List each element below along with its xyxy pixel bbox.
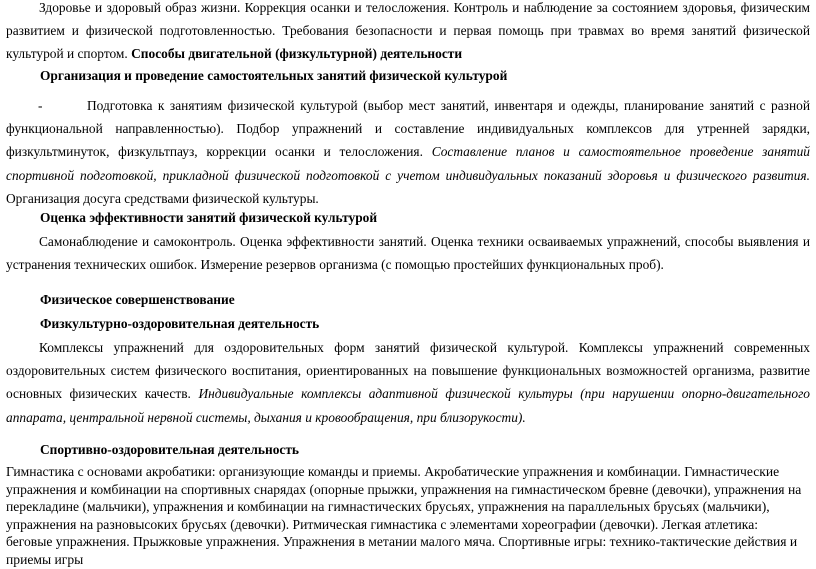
paragraph-preparation-italic: Составление планов и самостоятельное проведение занятий спортивной подготовкой, прикладной физической подготовкой с учетом индивидуальных показаний здоровья и физического развития.	[6, 144, 810, 183]
paragraph-intro	[6, 0, 810, 66]
paragraph-complexes	[6, 336, 810, 429]
paragraph-complexes-text: Комплексы упражнений для оздоровительных форм занятий физической культурой. Комплексы упражнений современных оздоровительных систем физического воспитания, ориентированных на повышение функциональных возможностей организма, развитие основных физических качеств.	[6, 340, 810, 402]
list-dash: -	[38, 98, 43, 113]
paragraph-intro-text: Здоровье и здоровый образ жизни. Коррекция осанки и телосложения. Контроль и наблюдение за состоянием здоровья, физическим развитием и физической подготовленностью. Требования безопасности и первая помощь при травмах во время занятий физической культурой и спортом.	[6, 0, 810, 62]
heading-physical-improvement: Физическое совершенствование	[40, 292, 235, 307]
paragraph-complexes-italic: Индивидуальные комплексы адаптивной физической культуры (при нарушении опорно-двигательного аппарата, центральной нервной системы, дыхания и кровообращения, при близорукости).	[6, 386, 810, 425]
paragraph-selfcontrol: Самонаблюдение и самоконтроль. Оценка эффективности занятий. Оценка техники осваиваемых упражнений, способы выявления и устранения технических ошибок. Измерение резервов организма (с помощью простейших функциональных проб).	[6, 234, 810, 273]
heading-efficiency: Оценка эффективности занятий физической культурой	[40, 210, 378, 225]
heading-self-study: Организация и проведение самостоятельных занятий физической культурой	[40, 68, 508, 83]
paragraph-preparation	[6, 94, 810, 210]
paragraph-preparation-text: Подготовка к занятиям физической культурой (выбор мест занятий, инвентаря и одежды, планирование занятий с разной функциональной направленностью). Подбор упражнений и составление индивидуальных комплексов для утренней зарядки, физкультминуток, физкультпауз, коррекции осанки и телосложения.	[6, 98, 810, 160]
heading-health-activity: Физкультурно-оздоровительная деятельность	[40, 316, 320, 331]
paragraph-gymnastics: Гимнастика с основами акробатики: организующие команды и приемы. Акробатические упражнения и комбинации. Гимнастические упражнения и комбинации на спортивных снарядах (опорные прыжки, упражнения на гимнастическом бревне (девочки), упражнения на перекладине (мальчики), упражнения и комбинации на гимнастических брусьях, упражнения на параллельных брусьях (мальчики), упражнения на разновысоких брусьях (девочки). Ритмическая гимнастика с элементами хореографии (девочки). Легкая атлетика: беговые упражнения. Прыжковые упражнения. Упражнения в метании малого мяча. Спортивные игры: технико-тактические действия и приемы игры	[6, 464, 802, 567]
paragraph-preparation-tail: Организация досуга средствами физической культуры.	[6, 190, 319, 206]
heading-sport-health: Спортивно-оздоровительная деятельность	[40, 442, 300, 457]
section-title-methods: Способы двигательной (физкультурной) деятельности	[131, 46, 463, 62]
